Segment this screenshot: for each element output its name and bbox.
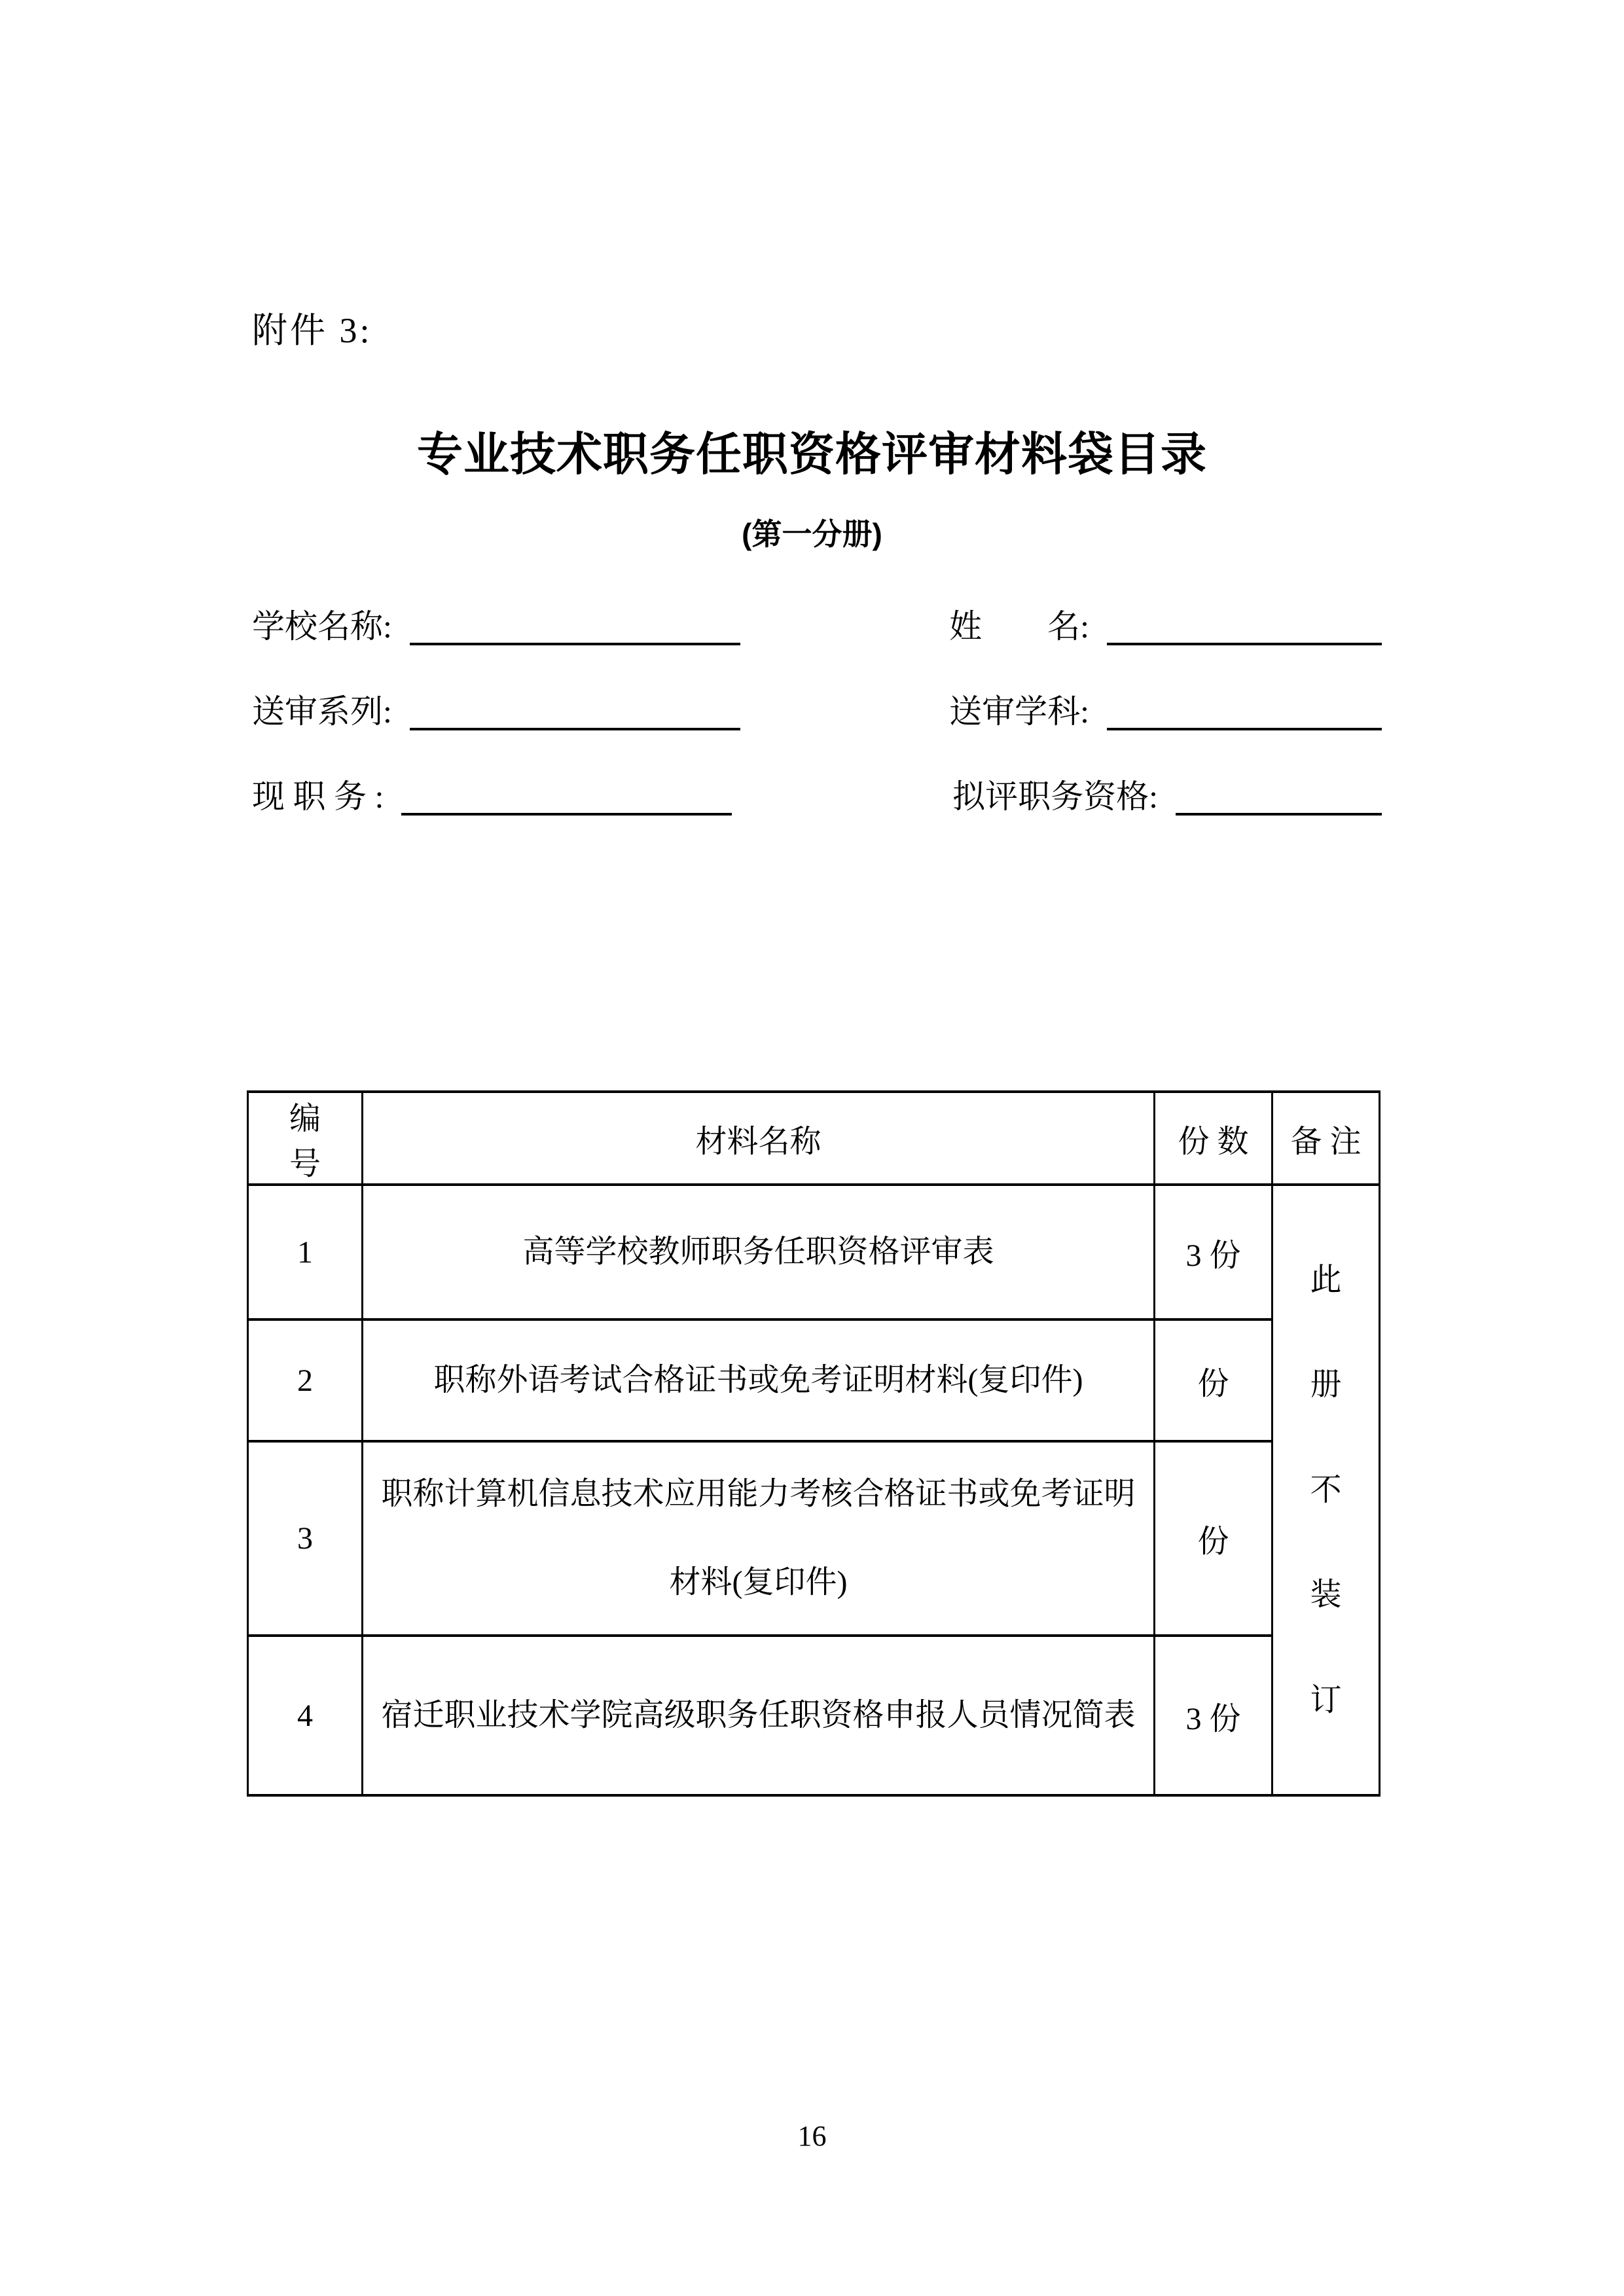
header-cell-remark: 备 注 (1272, 1092, 1380, 1185)
proposed-qualification-blank-line[interactable] (1176, 774, 1382, 816)
current-position-label: 现 职 务 : (252, 778, 384, 815)
remark-merged-cell (1272, 1185, 1380, 1795)
materials-table (247, 1090, 1380, 1797)
document-title: 专业技术职务任职资格评审材料袋目录 (417, 429, 1207, 480)
remark-vertical-text: 此 册 不 装 订 (1310, 1262, 1342, 1717)
header-cell-material-name: 材料名称 (363, 1092, 1155, 1185)
review-series-label: 送审系列: (252, 693, 392, 730)
table-row (248, 1319, 1380, 1441)
attachment-label: 附件 3: (252, 311, 372, 350)
header-cell-copies: 份 数 (1155, 1092, 1272, 1185)
cell-number: 4 (248, 1636, 363, 1795)
cell-copies: 3 份 (1155, 1185, 1272, 1319)
cell-number: 1 (248, 1185, 363, 1319)
table-row (248, 1441, 1380, 1636)
document-subtitle: (第一分册) (742, 517, 882, 551)
cell-number: 2 (248, 1319, 363, 1441)
person-name-field (949, 603, 1382, 645)
review-discipline-label: 送审学科: (949, 693, 1089, 730)
proposed-qualification-label: 拟评职务资格: (952, 778, 1158, 815)
form-row-2 (252, 675, 1382, 730)
cell-copies: 份 (1155, 1319, 1272, 1441)
cell-number: 3 (248, 1441, 363, 1636)
proposed-qualification-field (952, 774, 1382, 816)
review-series-blank-line[interactable] (410, 689, 740, 730)
current-position-blank-line[interactable] (401, 774, 732, 816)
form-row-3 (252, 761, 1382, 816)
current-position-field (252, 774, 732, 816)
header-cell-number: 编 号 (248, 1092, 363, 1185)
cell-material-name: 宿迁职业技术学院高级职务任职资格申报人员情况简表 (363, 1636, 1155, 1795)
form-row-1 (252, 590, 1382, 645)
cell-copies: 份 (1155, 1441, 1272, 1636)
table-row (248, 1636, 1380, 1795)
school-name-field (252, 603, 740, 645)
review-discipline-field (949, 689, 1382, 730)
table-row (248, 1185, 1380, 1319)
person-name-blank-line[interactable] (1107, 603, 1382, 645)
cell-material-name: 职称计算机信息技术应用能力考核合格证书或免考证明材料(复印件) (363, 1441, 1155, 1636)
cell-copies: 3 份 (1155, 1636, 1272, 1795)
page-number: 16 (797, 2120, 827, 2152)
school-name-blank-line[interactable] (410, 603, 740, 645)
person-name-label: 姓 名: (949, 608, 1089, 645)
review-series-field (252, 689, 740, 730)
cell-material-name: 高等学校教师职务任职资格评审表 (363, 1185, 1155, 1319)
review-discipline-blank-line[interactable] (1107, 689, 1382, 730)
cell-material-name: 职称外语考试合格证书或免考证明材料(复印件) (363, 1319, 1155, 1441)
table-header-row (248, 1092, 1380, 1185)
school-name-label: 学校名称: (252, 608, 392, 645)
